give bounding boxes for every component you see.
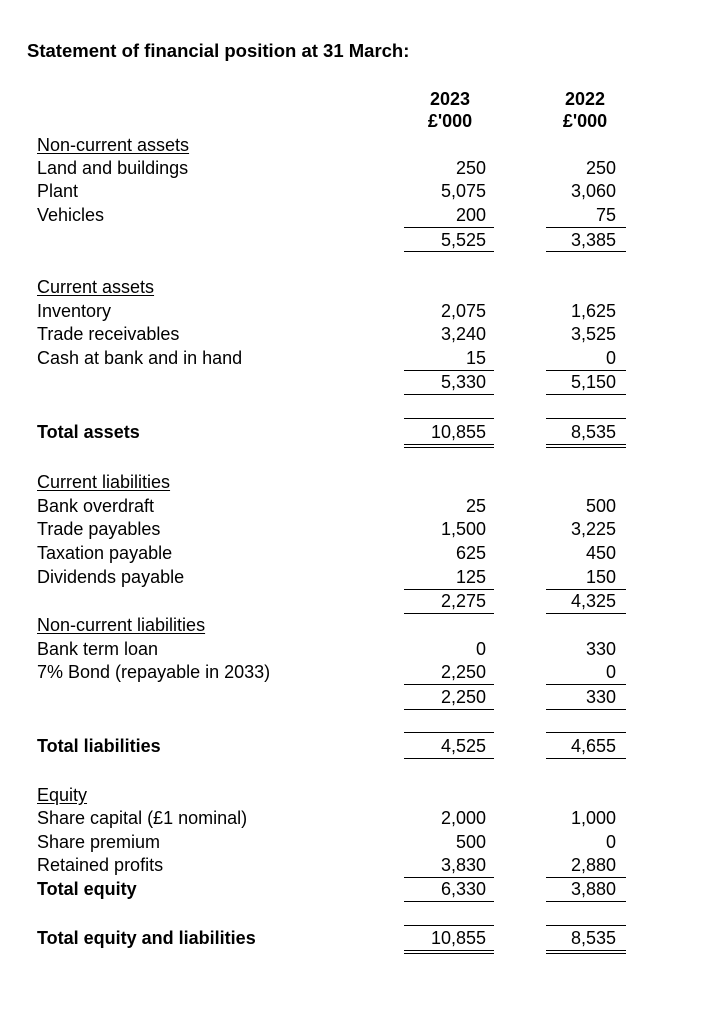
subtotal-rule <box>404 227 494 228</box>
value-2022: 330 <box>585 639 616 659</box>
subtotal-rule <box>546 684 626 685</box>
total-rule <box>546 732 626 733</box>
double-rule <box>404 444 494 445</box>
row-label: Trade receivables <box>37 324 180 344</box>
column-header-2023 <box>400 88 500 132</box>
value-2023: 0 <box>475 639 486 659</box>
row-label: Cash at bank and in hand <box>37 348 243 368</box>
row-label: 7% Bond (repayable in 2033) <box>37 662 271 682</box>
value-2023: 3,240 <box>440 324 486 344</box>
subtotal-2023: 2,250 <box>440 687 486 707</box>
value-2023: 125 <box>455 567 486 587</box>
total-assets-label: Total assets <box>37 422 140 442</box>
subtotal-rule <box>546 613 626 614</box>
value-2023: 3,830 <box>440 855 486 875</box>
total-equity-2023: 6,330 <box>440 879 486 899</box>
value-2023: 1,500 <box>440 519 486 539</box>
total-equity-and-liabilities-2022: 8,535 <box>570 928 616 948</box>
total-liabilities-2023: 4,525 <box>440 736 486 756</box>
subtotal-2023: 2,275 <box>440 591 486 611</box>
value-2023: 200 <box>455 205 486 225</box>
total-rule <box>404 925 494 926</box>
row-label: Bank overdraft <box>37 496 155 516</box>
row-label: Dividends payable <box>37 567 185 587</box>
total-rule <box>546 418 626 419</box>
value-2022: 250 <box>585 158 616 178</box>
page-title: Statement of financial position at 31 March: <box>27 40 410 61</box>
value-2023: 2,250 <box>440 662 486 682</box>
subtotal-2022: 3,385 <box>570 230 616 250</box>
row-label: Inventory <box>37 301 112 321</box>
double-rule <box>404 447 494 448</box>
row-label: Plant <box>37 181 79 201</box>
total-equity-2022: 3,880 <box>570 879 616 899</box>
column-year: 2023 <box>429 89 471 109</box>
total-equity-and-liabilities-label: Total equity and liabilities <box>37 928 256 948</box>
total-rule <box>404 732 494 733</box>
section-heading-equity: Equity <box>37 785 88 805</box>
value-2023: 25 <box>465 496 486 516</box>
value-2023: 5,075 <box>440 181 486 201</box>
value-2022: 0 <box>605 832 616 852</box>
subtotal-rule <box>404 613 494 614</box>
section-heading-non-current-assets: Non-current assets <box>37 135 190 155</box>
value-2022: 500 <box>585 496 616 516</box>
row-label: Bank term loan <box>37 639 159 659</box>
value-2022: 3,060 <box>570 181 616 201</box>
subtotal-2022: 330 <box>585 687 616 707</box>
row-label: Share premium <box>37 832 161 852</box>
value-2022: 150 <box>585 567 616 587</box>
value-2022: 450 <box>585 543 616 563</box>
total-rule <box>546 758 626 759</box>
row-label: Share capital (£1 nominal) <box>37 808 248 828</box>
column-unit: £'000 <box>427 111 473 131</box>
value-2023: 625 <box>455 543 486 563</box>
row-label: Retained profits <box>37 855 164 875</box>
value-2023: 15 <box>465 348 486 368</box>
value-2023: 500 <box>455 832 486 852</box>
subtotal-rule <box>546 227 626 228</box>
section-heading-non-current-liabilities: Non-current liabilities <box>37 615 206 635</box>
subtotal-rule <box>404 251 494 252</box>
subtotal-rule <box>404 901 494 902</box>
value-2022: 2,880 <box>570 855 616 875</box>
value-2023: 2,075 <box>440 301 486 321</box>
subtotal-2022: 5,150 <box>570 372 616 392</box>
row-label: Land and buildings <box>37 158 189 178</box>
value-2023: 250 <box>455 158 486 178</box>
total-rule <box>404 418 494 419</box>
total-rule <box>404 758 494 759</box>
value-2023: 2,000 <box>440 808 486 828</box>
row-label: Taxation payable <box>37 543 173 563</box>
value-2022: 75 <box>595 205 616 225</box>
total-assets-2023: 10,855 <box>430 422 486 442</box>
section-heading-current-liabilities: Current liabilities <box>37 472 171 492</box>
subtotal-2023: 5,525 <box>440 230 486 250</box>
total-liabilities-2022: 4,655 <box>570 736 616 756</box>
subtotal-rule <box>404 684 494 685</box>
total-liabilities-label: Total liabilities <box>37 736 161 756</box>
value-2022: 3,225 <box>570 519 616 539</box>
total-assets-2022: 8,535 <box>570 422 616 442</box>
double-rule <box>404 950 494 951</box>
subtotal-2023: 5,330 <box>440 372 486 392</box>
column-unit: £'000 <box>562 111 608 131</box>
subtotal-rule <box>546 709 626 710</box>
column-year: 2022 <box>564 89 606 109</box>
total-equity-label: Total equity <box>37 879 137 899</box>
subtotal-rule <box>546 394 626 395</box>
double-rule <box>546 447 626 448</box>
value-2022: 3,525 <box>570 324 616 344</box>
subtotal-rule <box>404 709 494 710</box>
total-rule <box>546 925 626 926</box>
value-2022: 0 <box>605 662 616 682</box>
value-2022: 0 <box>605 348 616 368</box>
subtotal-rule <box>546 251 626 252</box>
double-rule <box>404 953 494 954</box>
double-rule <box>546 953 626 954</box>
double-rule <box>546 950 626 951</box>
row-label: Vehicles <box>37 205 105 225</box>
column-header-2022 <box>535 88 635 132</box>
total-equity-and-liabilities-2023: 10,855 <box>430 928 486 948</box>
subtotal-2022: 4,325 <box>570 591 616 611</box>
value-2022: 1,000 <box>570 808 616 828</box>
value-2022: 1,625 <box>570 301 616 321</box>
subtotal-rule <box>546 901 626 902</box>
double-rule <box>546 444 626 445</box>
subtotal-rule <box>404 394 494 395</box>
section-heading-current-assets: Current assets <box>37 277 155 297</box>
row-label: Trade payables <box>37 519 161 539</box>
